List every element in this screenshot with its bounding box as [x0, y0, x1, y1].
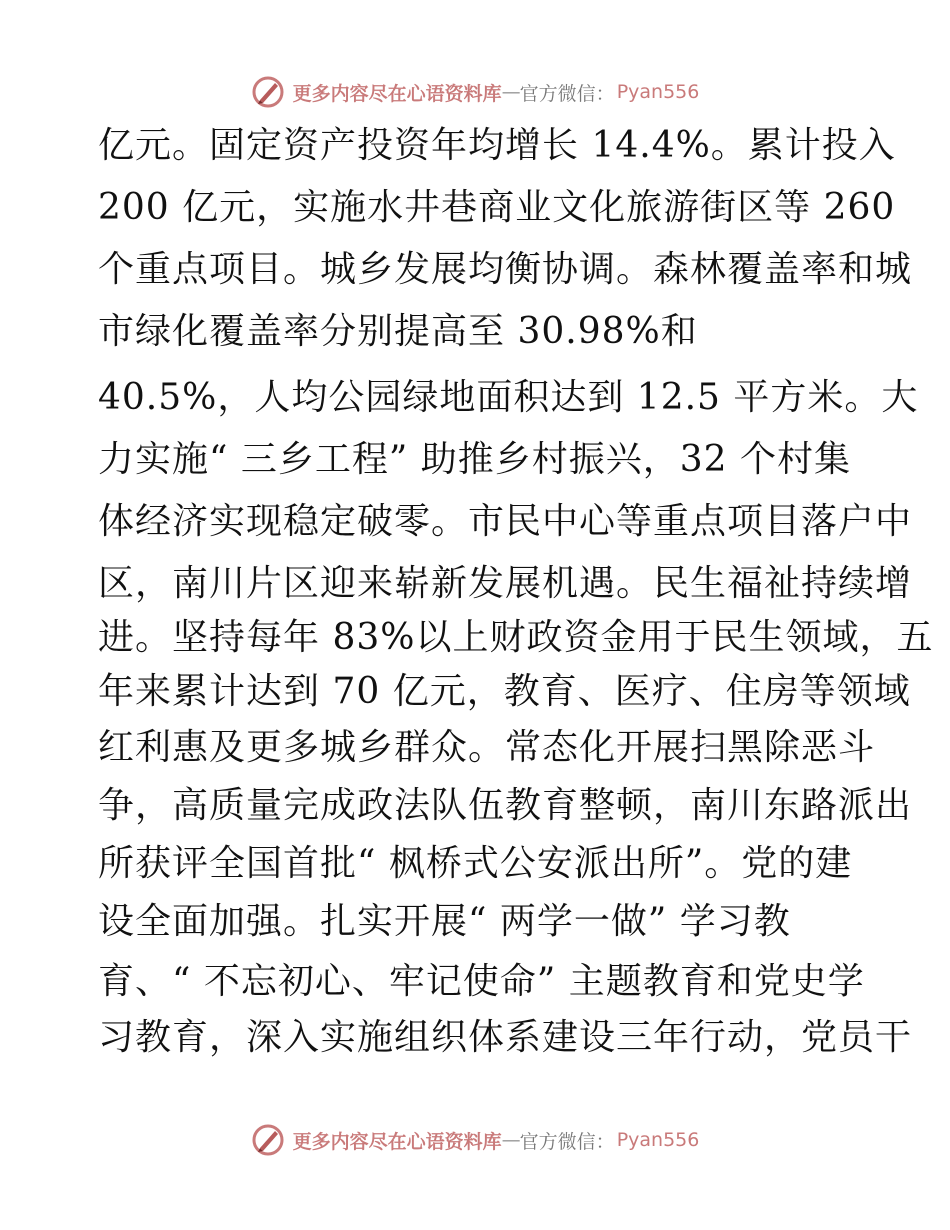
footer-watermark [0, 1118, 950, 1162]
text-line: 体经济实现稳定破零。市民中心等重点项目落户中 [98, 501, 913, 542]
watermark-brand: 更多内容尽在心语资料库 [292, 82, 502, 105]
text-line: 习教育，深入实施组织体系建设三年行动，党员干 [98, 1017, 913, 1058]
watermark-official-label: 官方微信： [519, 82, 615, 105]
text-line: 设全面加强。扎实开展“ 两学一做” 学习教 [98, 901, 791, 942]
header-watermark [0, 70, 950, 114]
watermark-text [293, 79, 700, 106]
text-line: 亿元。固定资产投资年均增长 14.4%。累计投入 [98, 125, 896, 166]
pen-logo-icon [251, 1123, 285, 1157]
text-line: 所获评全国首批“ 枫桥式公安派出所”。党的建 [98, 843, 853, 884]
text-line: 个重点项目。城乡发展均衡协调。森林覆盖率和城 [98, 249, 913, 290]
watermark-brand: 更多内容尽在心语资料库 [292, 1130, 502, 1153]
watermark-dash: — [501, 81, 520, 103]
pen-logo-icon [251, 75, 285, 109]
text-line: 力实施“ 三乡工程” 助推乡村振兴，32 个村集 [98, 439, 851, 480]
text-line: 市绿化覆盖率分别提高至 30.98%和 [98, 311, 698, 352]
text-line: 区，南川片区迎来崭新发展机遇。民生福祉持续增 [98, 563, 913, 604]
text-line: 争，高质量完成政法队伍教育整顿，南川东路派出 [98, 785, 913, 826]
watermark-text [293, 1127, 700, 1154]
text-line: 年来累计达到 70 亿元，教育、医疗、住房等领域 [98, 671, 911, 712]
text-line: 40.5%，人均公园绿地面积达到 12.5 平方米。大 [98, 377, 919, 418]
text-line: 200 亿元，实施水井巷商业文化旅游街区等 260 [98, 187, 896, 228]
watermark-official-label: 官方微信： [519, 1130, 615, 1153]
text-line: 进。坚持每年 83%以上财政资金用于民生领域，五 [98, 617, 934, 658]
watermark-wechat-id: Pyan556 [616, 81, 700, 103]
watermark-dash: — [501, 1129, 520, 1151]
text-line: 育、“ 不忘初心、牢记使命” 主题教育和党史学 [98, 961, 865, 1002]
watermark-wechat-id: Pyan556 [616, 1129, 700, 1151]
text-line: 红利惠及更多城乡群众。常态化开展扫黑除恶斗 [98, 727, 876, 768]
